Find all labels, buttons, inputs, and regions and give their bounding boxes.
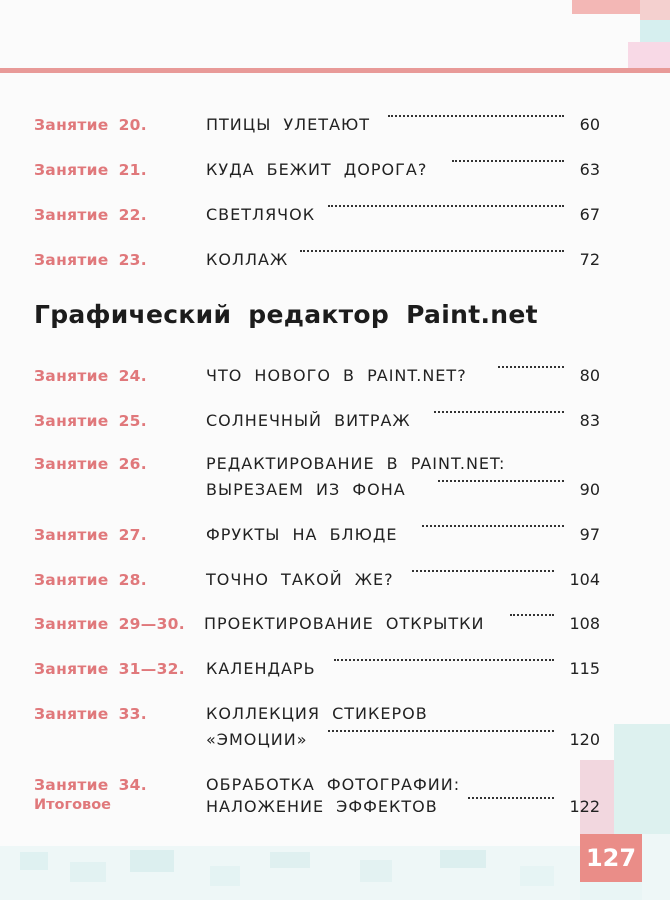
lesson-label: Занятие 24. [34,367,147,385]
lesson-title: СВЕТЛЯЧОК [206,205,316,224]
lesson-label: Занятие 26. [34,455,147,473]
page-number-badge: 127 [580,834,642,882]
lesson-label: Занятие 31—32. [34,660,185,678]
dot-leader [326,659,562,679]
dot-leader [292,250,572,270]
lesson-label: Занятие 34. [34,776,147,794]
page-ref: 97 [579,525,600,544]
toc-entry[interactable] [0,245,670,305]
dot-leader [320,730,562,750]
top-divider [0,68,670,73]
lesson-sublabel: Итоговое [34,797,112,813]
lesson-title: ФРУКТЫ НА БЛЮДЕ [206,525,398,544]
lesson-label: Занятие 20. [34,116,147,134]
dot-leader [380,115,572,135]
page-ref: 80 [579,366,600,385]
lesson-title-line2: «ЭМОЦИИ» [206,730,308,749]
dot-leader [430,480,572,500]
page-ref: 72 [579,250,600,269]
lesson-label: Занятие 23. [34,251,147,269]
lesson-label: Занятие 28. [34,571,147,589]
lesson-title: КОЛЛЕКЦИЯ СТИКЕРОВ [206,704,428,723]
dot-leader [414,525,572,545]
lesson-title: СОЛНЕЧНЫЙ ВИТРАЖ [206,411,411,430]
lesson-label: Занятие 29—30. [34,615,185,633]
page-ref: 120 [569,730,600,749]
lesson-label: Занятие 25. [34,412,147,430]
lesson-title: КОЛЛАЖ [206,250,289,269]
lesson-title: ТОЧНО ТАКОЙ ЖЕ? [206,570,394,589]
page-ref: 115 [569,659,600,678]
lesson-title: КАЛЕНДАРЬ [206,659,316,678]
section-title: Графический редактор Paint.net [34,300,538,329]
toc-entry[interactable] [0,699,670,759]
toc-entry[interactable] [0,770,670,830]
dot-leader [320,205,572,225]
page-ref: 60 [579,115,600,134]
lesson-label: Занятие 21. [34,161,147,179]
dot-leader [404,570,562,590]
dot-leader [444,160,572,180]
lesson-title: ЧТО НОВОГО В PAINT.NET? [206,366,467,385]
dot-leader [502,614,562,634]
lesson-title: КУДА БЕЖИТ ДОРОГА? [206,160,428,179]
page-ref: 122 [569,797,600,816]
page-ref: 108 [569,614,600,633]
page-ref: 90 [579,480,600,499]
lesson-title-line2: НАЛОЖЕНИЕ ЭФФЕКТОВ [206,797,438,816]
lesson-label: Занятие 27. [34,526,147,544]
dot-leader [490,366,572,386]
page-ref: 104 [569,570,600,589]
page-ref: 63 [579,160,600,179]
lesson-title: ПТИЦЫ УЛЕТАЮТ [206,115,371,134]
page-ref: 83 [579,411,600,430]
lesson-title: РЕДАКТИРОВАНИЕ В PAINT.NET: [206,454,506,473]
lesson-title-line2: ВЫРЕЗАЕМ ИЗ ФОНА [206,480,406,499]
lesson-label: Занятие 22. [34,206,147,224]
dot-leader [426,411,572,431]
lesson-title: ПРОЕКТИРОВАНИЕ ОТКРЫТКИ [204,614,485,633]
lesson-title: ОБРАБОТКА ФОТОГРАФИИ: [206,775,461,794]
toc-entry[interactable] [0,451,670,511]
dot-leader [460,797,562,817]
page-ref: 67 [579,205,600,224]
lesson-label: Занятие 33. [34,705,147,723]
